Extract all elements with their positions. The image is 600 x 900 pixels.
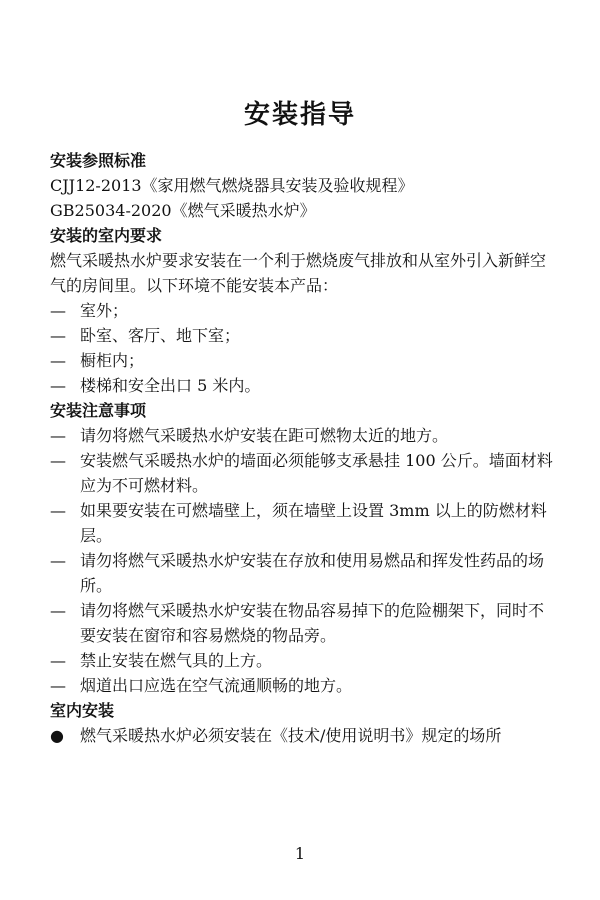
- list-item-text: 安装燃气采暖热水炉的墙面必须能够支承悬挂 100 公斤。墙面材料应为不可燃材料。: [80, 451, 553, 495]
- list-item: [50, 723, 556, 748]
- section-heading-indoor-install: 室内安装: [50, 701, 115, 720]
- list-item: [50, 648, 556, 673]
- dash-marker: —: [50, 326, 66, 345]
- list-item-text: 如果要安装在可燃墙壁上，须在墙壁上设置 3mm 以上的防燃材料层。: [80, 501, 547, 545]
- list-item-text: 禁止安装在燃气具的上方。: [80, 651, 273, 670]
- list-item: [50, 673, 556, 698]
- list-item: [50, 323, 556, 348]
- list-item: [50, 448, 556, 498]
- list-item-text: 请勿将燃气采暖热水炉安装在距可燃物太近的地方。: [80, 426, 449, 445]
- list-item: [50, 348, 556, 373]
- list-item-text: 燃气采暖热水炉必须安装在《技术/使用说明书》规定的场所: [80, 726, 502, 745]
- indoor-requirements-paragraph: 燃气采暖热水炉要求安装在一个利于燃烧废气排放和从室外引入新鲜空气的房间里。以下环境不能安装本产品：: [50, 251, 547, 295]
- document-body: [50, 148, 556, 748]
- list-item: [50, 498, 556, 548]
- list-item-text: 请勿将燃气采暖热水炉安装在物品容易掉下的危险棚架下，同时不要安装在窗帘和容易燃烧的物品旁。: [80, 601, 545, 645]
- standard-line: GB25034-2020《燃气采暖热水炉》: [50, 201, 316, 220]
- list-item-text: 楼梯和安全出口 5 米内。: [80, 376, 261, 395]
- dash-marker: —: [50, 601, 66, 620]
- list-item: [50, 548, 556, 598]
- dash-marker: —: [50, 426, 66, 445]
- dash-marker: —: [50, 351, 66, 370]
- bullet-icon: ●: [50, 726, 64, 745]
- page-title: 安装指导: [243, 100, 356, 130]
- dash-marker: —: [50, 676, 66, 695]
- list-item-text: 请勿将燃气采暖热水炉安装在存放和使用易燃品和挥发性药品的场所。: [80, 551, 545, 595]
- dash-marker: —: [50, 551, 66, 570]
- section-heading-precautions: 安装注意事项: [50, 401, 147, 420]
- dash-marker: —: [50, 301, 66, 320]
- list-item-text: 室外；: [80, 301, 129, 320]
- dash-marker: —: [50, 376, 66, 395]
- list-item-text: 烟道出口应选在空气流通顺畅的地方。: [80, 676, 353, 695]
- section-heading-indoor-requirements: 安装的室内要求: [50, 226, 163, 245]
- section-heading-standards: 安装参照标准: [50, 151, 147, 170]
- dash-marker: —: [50, 651, 66, 670]
- list-item: [50, 373, 556, 398]
- page-number: 1: [294, 844, 306, 863]
- dash-marker: —: [50, 451, 66, 470]
- list-item-text: 卧室、客厅、地下室；: [80, 326, 241, 345]
- standard-line: CJJ12-2013《家用燃气燃烧器具安装及验收规程》: [50, 176, 414, 195]
- list-item: [50, 598, 556, 648]
- dash-marker: —: [50, 501, 66, 520]
- list-item: [50, 298, 556, 323]
- list-item-text: 橱柜内；: [80, 351, 145, 370]
- list-item: [50, 423, 556, 448]
